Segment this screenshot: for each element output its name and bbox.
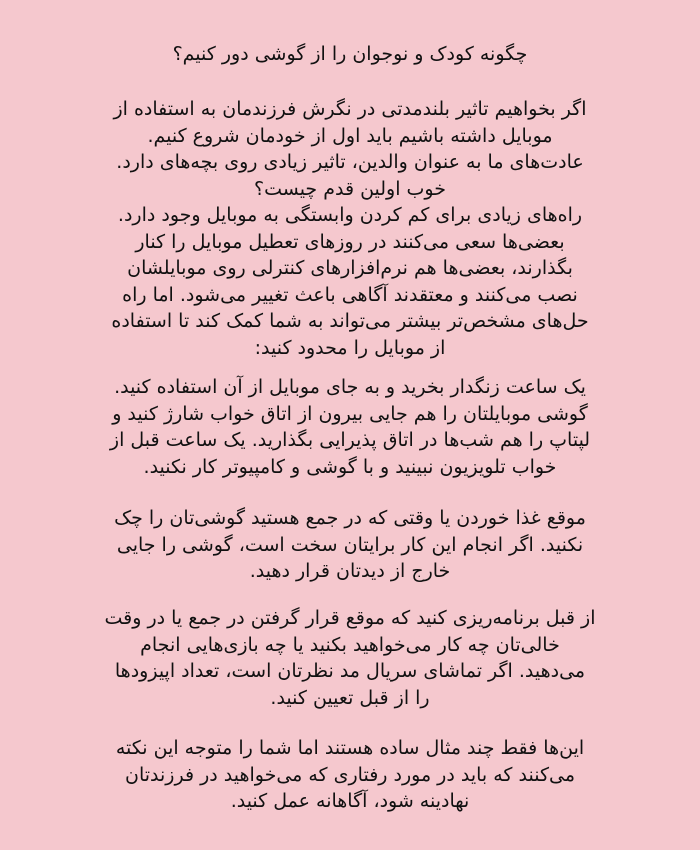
text-line: نصب می‌کنند و معتقدند آگاهی باعث تغییر می‌شود. اما راه [122,283,578,306]
text-line: نهادینه شود، آگاهانه عمل کنید. [230,790,470,812]
text-line: عادت‌های ما به عنوان والدین، تاثیر زیادی روی بچه‌های دارد. [116,151,584,173]
text-line: خواب تلویزیون نبینید و با گوشی و کامپیوتر کار نکنید. [143,455,557,478]
text-line: اگر بخواهیم تاثیر بلندمدتی در نگرش فرزندمان به استفاده از [113,98,587,120]
title-text: چگونه کودک و نوجوان را از گوشی دور کنیم؟ [172,43,528,65]
text-line: راه‌های زیادی برای کم کردن وابستگی به موبایل وجود دارد. [117,204,583,226]
text-line: می‌کنند که باید در مورد رفتاری که می‌خواهید در فرزندتان [125,763,575,786]
text-line: خالی‌تان چه کار می‌خواهید بکنید یا چه بازی‌هایی انجام [140,633,560,656]
text-line: این‌ها فقط چند مثال ساده هستند اما شما را متوجه این نکته [115,737,585,759]
text-line: بگذارند، بعضی‌ها هم نرم‌افزارهای کنترلی روی موبایلشان [127,257,573,279]
text-line: می‌دهید. اگر تماشای سریال مد نظرتان است، تعداد اپیزودها [114,660,586,682]
text-line: بعضی‌ها سعی می‌کنند در روزهای تعطیل موبایل را کنار [135,230,565,253]
paragraph-intro [40,96,660,361]
text-line: از موبایل را محدود کنید: [254,336,446,359]
text-line: خارج از دیدتان قرار دهید. [249,560,451,582]
paragraph-conclusion [40,735,660,815]
text-line: را از قبل تعیین کنید. [270,686,430,709]
text-line: موبایل داشته باشیم باید اول از خودمان شروع کنیم. [147,124,553,147]
text-line: موقع غذا خوردن یا وقتی که در جمع هستید گوشی‌تان را چک [114,507,586,529]
text-line: گوشی موبایلتان را هم جایی بیرون از اتاق خواب شارژ کنید و [112,402,588,425]
text-line: از قبل برنامه‌ریزی کنید که موقع قرار گرفتن در جمع یا در وقت [104,607,596,629]
paragraph-meal-time [40,505,660,585]
text-line: حل‌های مشخص‌تر بیشتر می‌تواند به شما کمک کند تا استفاده [111,310,589,332]
text-line: خوب اولین قدم چیست؟ [254,177,446,200]
paragraph-planning [40,605,660,711]
text-line: نکنید. اگر انجام این کار برایتان سخت است، گوشی را جایی [116,533,584,556]
text-line: لپتاپ را هم شب‌ها در اتاق پذیرایی بگذارید. یک ساعت قبل از [109,429,591,451]
text-line: یک ساعت زنگدار بخرید و به جای موبایل از آن استفاده کنید. [114,376,586,398]
document-title [40,41,660,68]
paragraph-alarm-clock [40,374,660,480]
